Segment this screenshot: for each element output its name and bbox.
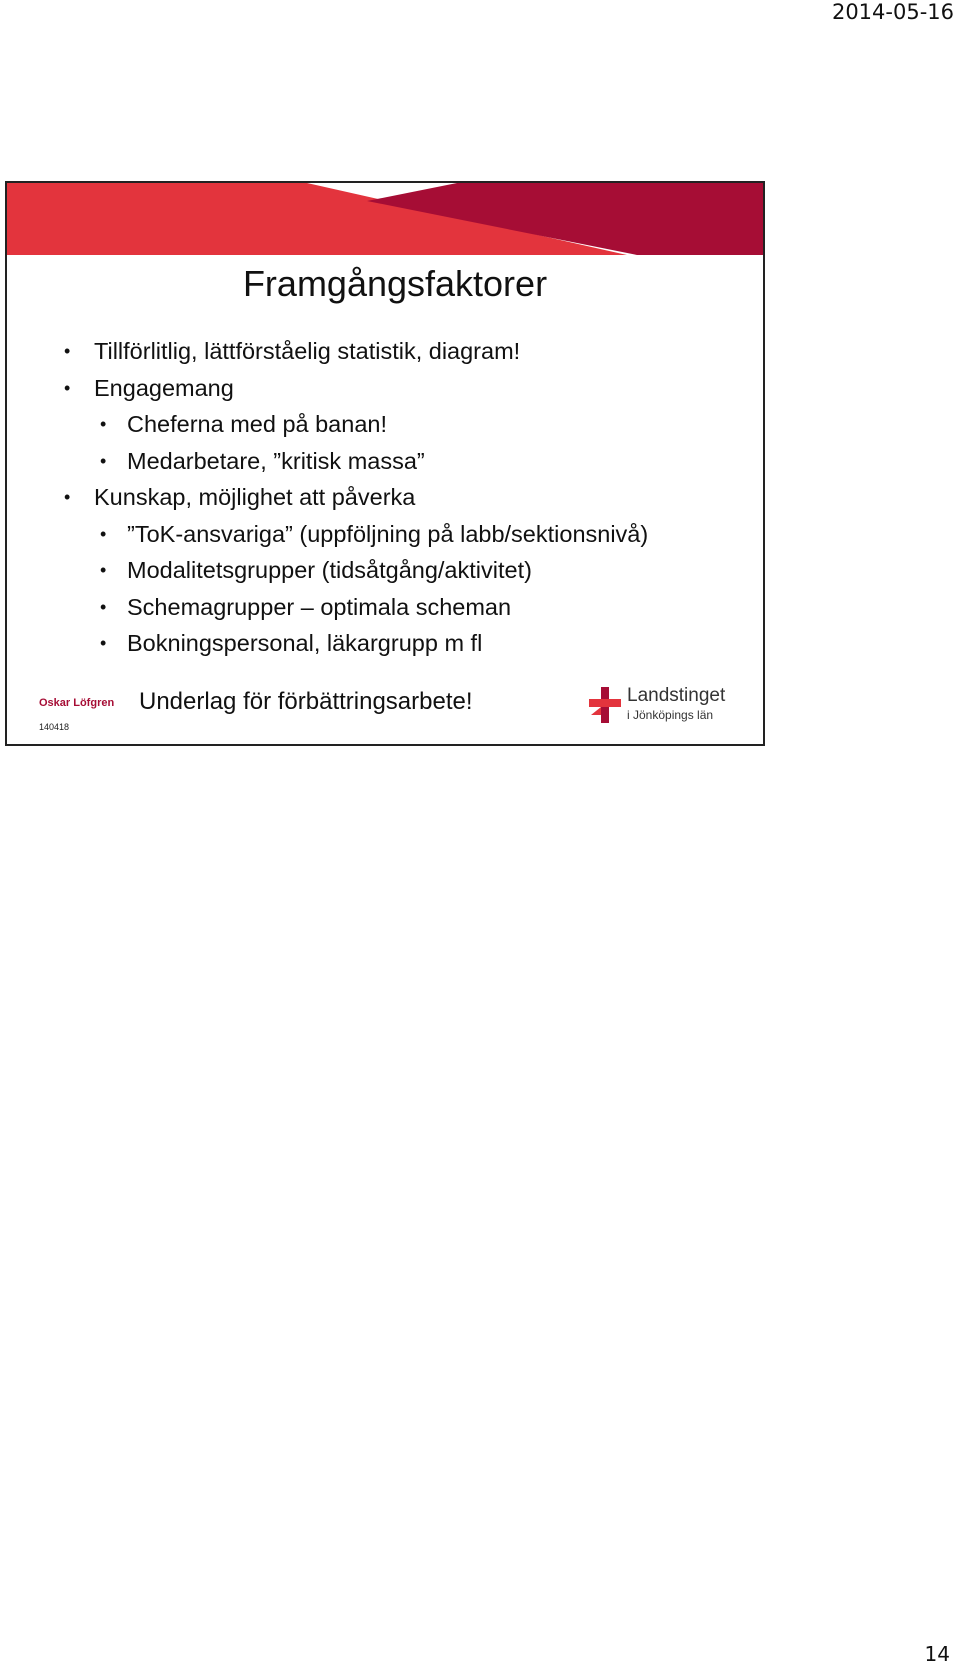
bullet-list bbox=[7, 333, 763, 662]
bullet-item bbox=[7, 625, 763, 662]
bullet-text: Modalitetsgrupper (tidsåtgång/aktivitet) bbox=[127, 557, 532, 583]
bullet-dot-icon: • bbox=[100, 450, 107, 471]
page-date: 2014-05-16 bbox=[831, 0, 954, 24]
bullet-dot-icon: • bbox=[64, 377, 71, 398]
header-banner bbox=[7, 183, 763, 255]
logo-subtitle: i Jönköpings län bbox=[627, 708, 714, 722]
bullet-text: Cheferna med på banan! bbox=[127, 411, 387, 437]
bullet-dot-icon: • bbox=[100, 633, 107, 653]
slide bbox=[5, 181, 765, 746]
bullet-text: Schemagrupper – optimala scheman bbox=[127, 593, 512, 620]
bullet-text: Engagemang bbox=[94, 374, 234, 401]
bullet-item bbox=[7, 443, 763, 480]
landstinget-logo bbox=[587, 685, 757, 729]
footer-note: Underlag för förbättringsarbete! bbox=[139, 688, 473, 715]
bullet-dot-icon: • bbox=[100, 596, 107, 617]
bullet-text: Tillförlitlig, lättförståelig statistik, diagram! bbox=[94, 338, 521, 364]
bullet-dot-icon: • bbox=[64, 487, 71, 507]
bullet-dot-icon: • bbox=[100, 414, 107, 434]
bullet-item bbox=[7, 516, 763, 553]
page-number: 14 bbox=[924, 1642, 950, 1666]
slide-title: Framgångsfaktorer bbox=[242, 263, 548, 304]
bullet-dot-icon: • bbox=[64, 341, 71, 361]
bullet-text: Kunskap, möjlighet att påverka bbox=[94, 484, 416, 510]
bullet-text: Bokningspersonal, läkargrupp m fl bbox=[127, 630, 483, 656]
bullet-item bbox=[7, 406, 763, 443]
bullet-item bbox=[7, 589, 763, 626]
bullet-item bbox=[7, 552, 763, 589]
bullet-text: Medarbetare, ”kritisk massa” bbox=[127, 447, 425, 474]
slide-date-code: 140418 bbox=[39, 722, 70, 732]
bullet-item bbox=[7, 479, 763, 516]
bullet-dot-icon: • bbox=[100, 560, 107, 580]
bullet-item bbox=[7, 333, 763, 370]
bullet-item bbox=[7, 370, 763, 407]
bullet-text: ”ToK-ansvariga” (uppföljning på labb/sektionsnivå) bbox=[127, 520, 649, 547]
cross-logo-icon bbox=[587, 685, 623, 725]
author-name: Oskar Löfgren bbox=[39, 697, 115, 709]
logo-name: Landstinget bbox=[627, 685, 726, 706]
bullet-dot-icon: • bbox=[100, 523, 107, 544]
